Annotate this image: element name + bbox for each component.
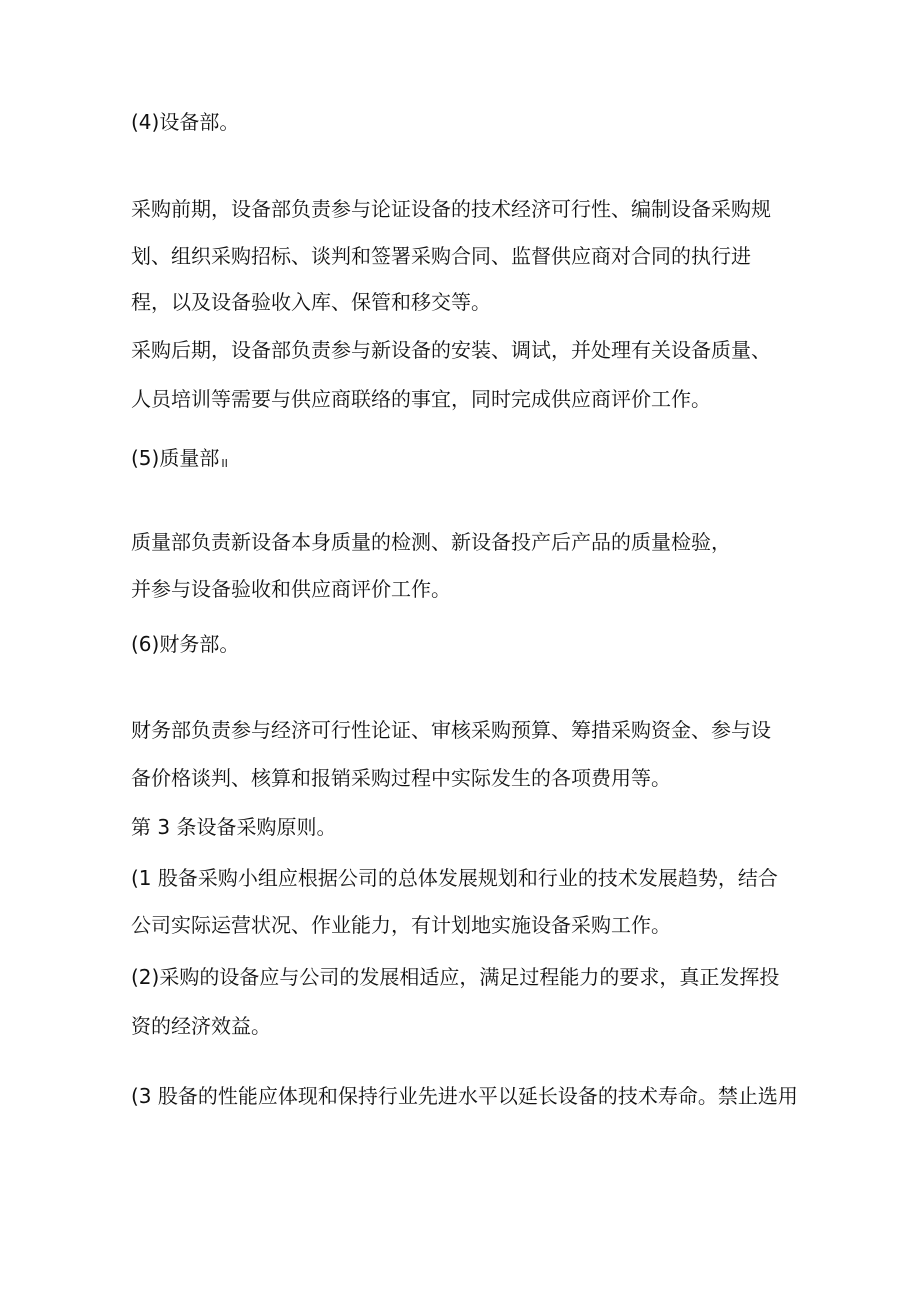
- paragraph-line: 备价格谈判、核算和报销采购过程中实际发生的各项费用等。: [131, 766, 671, 790]
- paragraph-line: (3 股备的性能应体现和保持行业先进水平以延长设备的技术寿命。禁止选用: [131, 1084, 798, 1108]
- paragraph-line: 采购前期，设备部负责参与论证设备的技术经济可行性、编制设备采购规: [131, 197, 771, 221]
- paragraph-line: 公司实际运营状况、作业能力，有计划地实施设备采购工作。: [131, 913, 671, 937]
- heading-equipment-dept: (4)设备部。: [131, 110, 240, 134]
- paragraph-line: 质量部负责新设备本身质量的检测、新设备投产后产品的质量检验，: [131, 530, 731, 554]
- stray-mark: II: [221, 457, 228, 470]
- heading-finance-dept: (6)财务部。: [131, 632, 240, 656]
- paragraph-line: 采购后期，设备部负责参与新设备的安装、调试，并处理有关设备质量、: [131, 338, 771, 362]
- paragraph-line: 并参与设备验收和供应商评价工作。: [131, 577, 451, 601]
- paragraph-line: (2)采购的设备应与公司的发展相适应，满足过程能力的要求，真正发挥投: [131, 965, 780, 989]
- paragraph-line: 财务部负责参与经济可行性论证、审核采购预算、筹措采购资金、参与设: [131, 718, 771, 742]
- heading-quality-dept-text: (5)质量部: [131, 446, 220, 470]
- paragraph-line: 划、组织采购招标、谈判和签署采购合同、监督供应商对合同的执行进: [131, 244, 751, 268]
- heading-quality-dept: [131, 446, 228, 476]
- article-heading: 第 3 条设备采购原则。: [131, 815, 337, 839]
- paragraph-line: 人员培训等需要与供应商联络的事宜，同时完成供应商评价工作。: [131, 387, 711, 411]
- paragraph-line: 资的经济效益。: [131, 1014, 271, 1038]
- paragraph-line: 程，以及设备验收入库、保管和移交等。: [131, 290, 491, 314]
- paragraph-line: (1 股备采购小组应根据公司的总体发展规划和行业的技术发展趋势，结合: [131, 866, 778, 890]
